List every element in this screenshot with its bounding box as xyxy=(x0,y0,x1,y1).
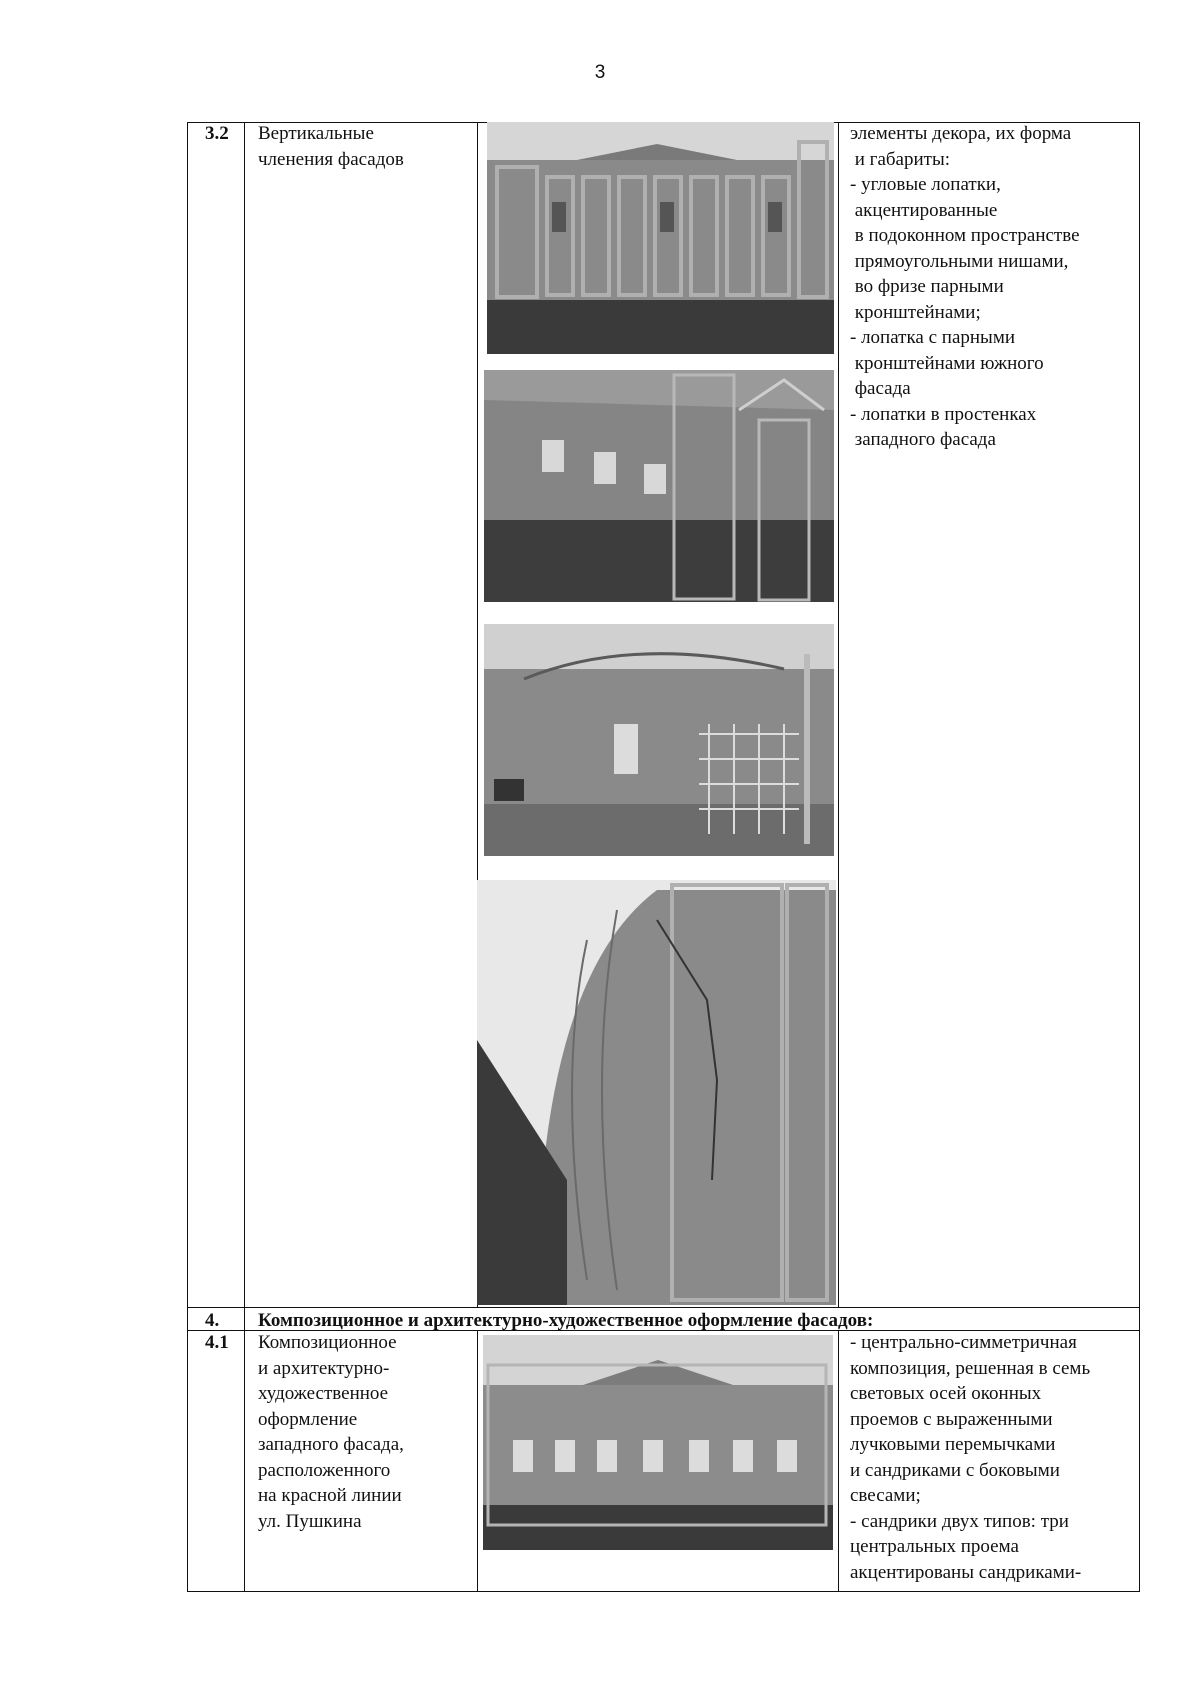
side-facade-photo xyxy=(484,624,834,856)
table-border-right xyxy=(1139,122,1140,1592)
col-divider-photo-left-2 xyxy=(477,1330,478,1592)
rounded-corner-photo xyxy=(477,880,836,1305)
col-divider-num xyxy=(244,122,245,1592)
courtyard-wall-photo xyxy=(484,370,834,602)
col-divider-photo-right xyxy=(838,122,839,1307)
row-32-title: Вертикальные членения фасадов xyxy=(258,123,404,170)
row-41-title: Композиционное и архитектурно- художественное оформление западного фасада, расположенного на красной линии ул. Пушкина xyxy=(258,1332,404,1532)
table-border-bottom xyxy=(187,1591,1140,1592)
heritage-table xyxy=(187,122,1140,1592)
west-facade-photo xyxy=(483,1335,833,1550)
facade-front-photo xyxy=(487,122,834,354)
section-4-number: 4. xyxy=(205,1310,220,1331)
col-divider-photo-right-2 xyxy=(838,1330,839,1592)
row-41-description: - центрально-симметричная композиция, решенная в семь световых осей оконных проемов с выраженными лучковыми перемычками и сандриками с боковыми свесами; - сандрики двух типов: три центральных проема акцентированы сандриками- xyxy=(850,1332,1091,1583)
section-4-title: Композиционное и архитектурно-художественное оформление фасадов: xyxy=(258,1310,874,1331)
row-32-description: элементы декора, их форма и габариты: - угловые лопатки, акцентированные в подоконном пространстве прямоугольными нишами, во фризе парными кронштейнами; - лопатка с парными кронштейнами южного фасада - лопатки в простенках западного фасада xyxy=(850,123,1080,450)
table-border-left xyxy=(187,122,188,1592)
row-41-number: 4.1 xyxy=(205,1332,229,1353)
row-32-number: 3.2 xyxy=(205,123,229,144)
page-number: 3 xyxy=(594,62,606,83)
